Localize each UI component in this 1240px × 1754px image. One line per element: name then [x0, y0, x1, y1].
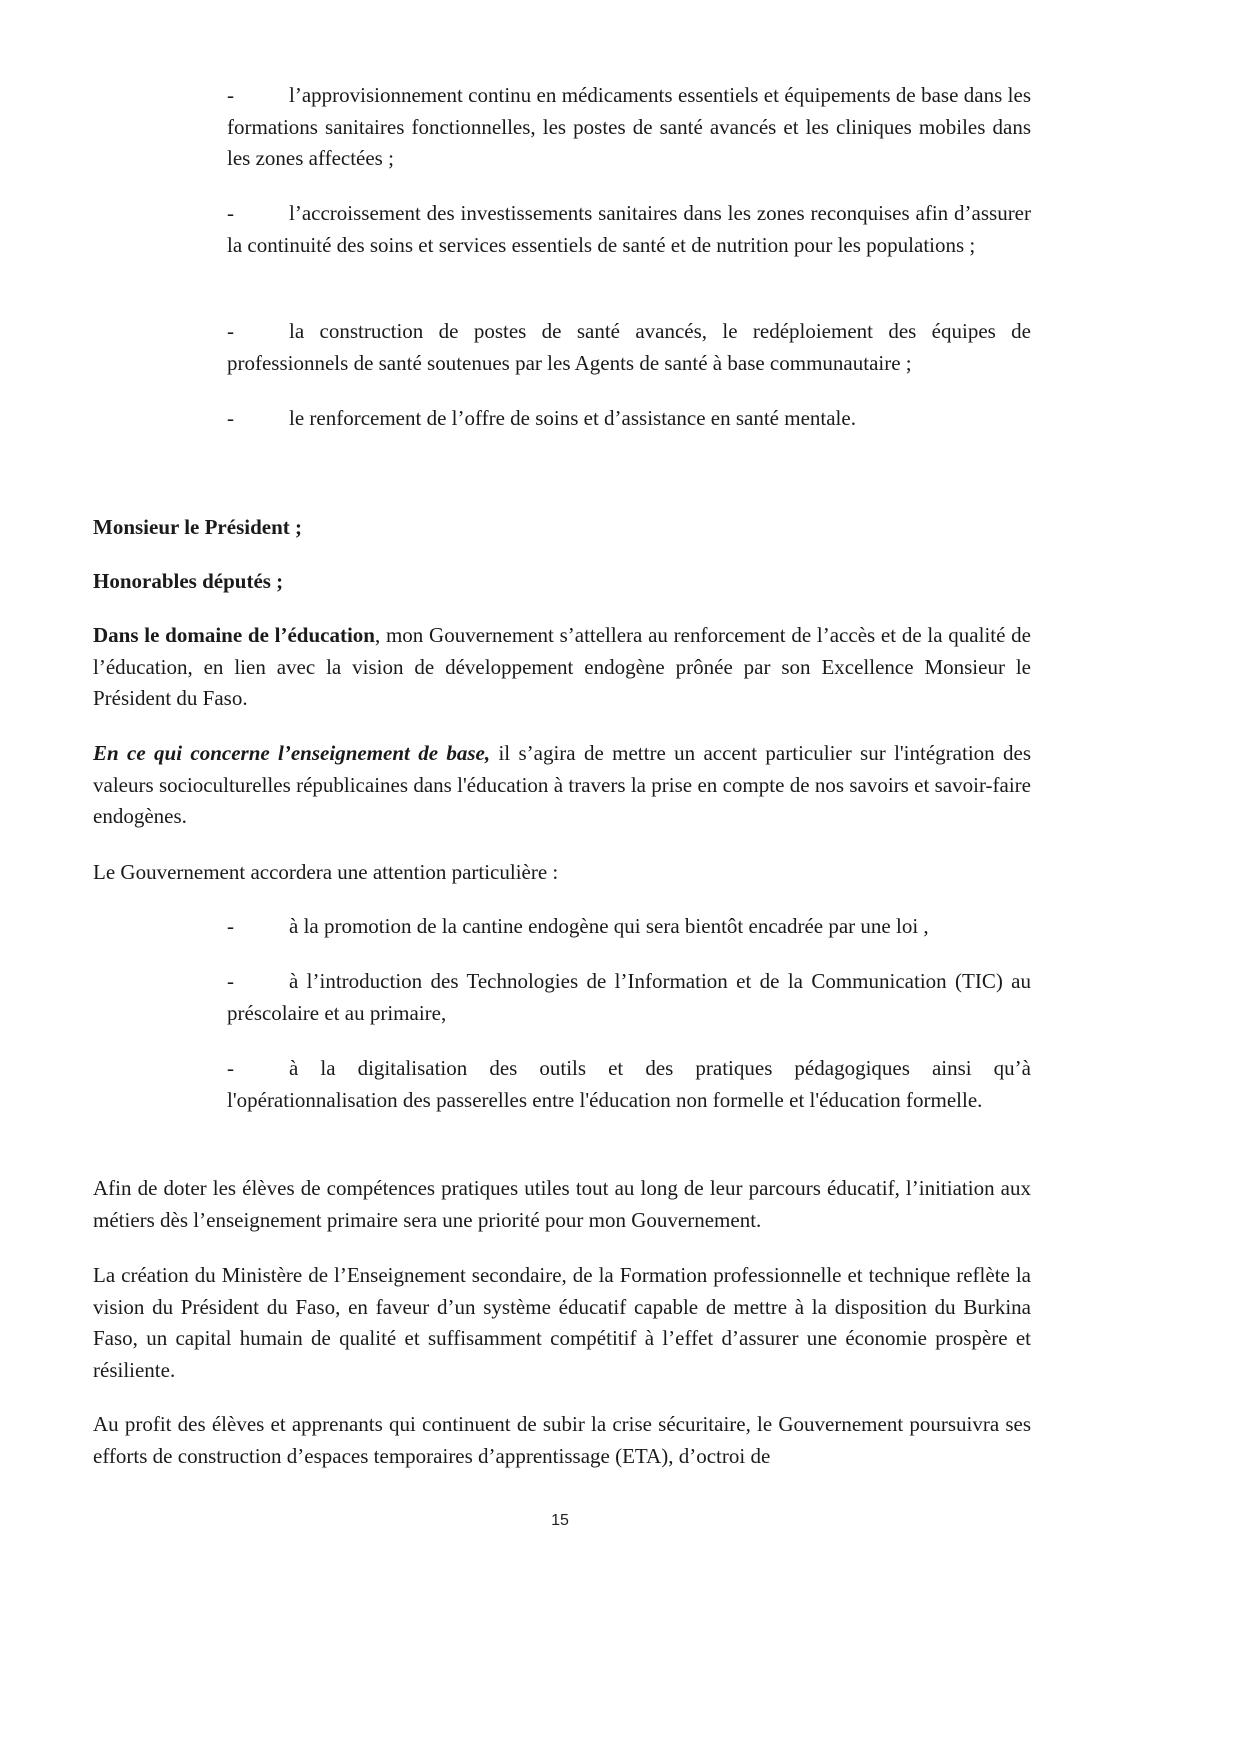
- base-education-lead: En ce qui concerne l’enseignement de base,: [93, 741, 491, 765]
- list-item-text: le renforcement de l’offre de soins et d’assistance en santé mentale.: [289, 406, 856, 430]
- base-education-paragraph: [93, 738, 1031, 833]
- list-item-text: l’approvisionnement continu en médicaments essentiels et équipements de base dans les formations sanitaires fonctionnelles, les postes de santé avancés et les cliniques mobiles dans les zones affectées ;: [227, 83, 1031, 170]
- page-number: 15: [551, 1512, 569, 1529]
- list-item: [227, 316, 1031, 379]
- list-item-text: à l’introduction des Technologies de l’Information et de la Communication (TIC) au préscolaire et au primaire,: [227, 969, 1031, 1025]
- list-dash: -: [227, 83, 234, 107]
- list-dash: -: [227, 201, 234, 225]
- education-text: , mon Gouvernement s’attellera au renforcement de l’accès et de la qualité de l’éducation, en lien avec la vision de développement endogène prônée par son Excellence Monsieur le Président du Faso.: [93, 623, 1031, 710]
- base-education-text: il s’agira de mettre un accent particulier sur l'intégration des valeurs socioculturelles républicaines dans l'éducation à travers la prise en compte de nos savoirs et savoir-faire endogènes.: [93, 741, 1031, 828]
- education-lead: Dans le domaine de l’éducation: [93, 623, 375, 647]
- list-dash: -: [227, 1056, 234, 1080]
- list-dash: -: [227, 319, 234, 343]
- list-dash: -: [227, 914, 234, 938]
- list-item-text: la construction de postes de santé avancés, le redéploiement des équipes de professionnels de santé soutenues par les Agents de santé à base communautaire ;: [227, 319, 1031, 375]
- list-item-text: l’accroissement des investissements sanitaires dans les zones reconquises afin d’assurer la continuité des soins et services essentiels de santé et de nutrition pour les populations ;: [227, 201, 1031, 257]
- list-item: [227, 198, 1031, 261]
- salutation-president: Monsieur le Président ;: [93, 515, 302, 539]
- list-item: [227, 80, 1031, 175]
- attention-intro: Le Gouvernement accordera une attention particulière :: [93, 860, 559, 884]
- list-item-text: à la promotion de la cantine endogène qui sera bientôt encadrée par une loi ,: [289, 914, 929, 938]
- list-item: [227, 966, 1031, 1029]
- list-dash: -: [227, 969, 234, 993]
- paragraph: La création du Ministère de l’Enseignement secondaire, de la Formation professionnelle et technique reflète la vision du Président du Faso, en faveur d’un système éducatif capable de mettre à la disposition du Burkina Faso, un capital humain de qualité et suffisamment compétitif à l’effet d’assurer une économie prospère et résiliente.: [93, 1263, 1031, 1382]
- education-paragraph: [93, 620, 1031, 715]
- salutation-deputes: Honorables députés ;: [93, 569, 284, 593]
- list-dash: -: [227, 406, 234, 430]
- paragraph: Afin de doter les élèves de compétences pratiques utiles tout au long de leur parcours éducatif, l’initiation aux métiers dès l’enseignement primaire sera une priorité pour mon Gouvernement.: [93, 1176, 1031, 1232]
- paragraph: Au profit des élèves et apprenants qui continuent de subir la crise sécuritaire, le Gouvernement poursuivra ses efforts de construction d’espaces temporaires d’apprentissage (ETA), d’octroi de: [93, 1412, 1031, 1468]
- list-item: [227, 911, 1031, 943]
- list-item: [227, 1053, 1031, 1116]
- list-item-text: à la digitalisation des outils et des pratiques pédagogiques ainsi qu’à l'opérationnalisation des passerelles entre l'éducation non formelle et l'éducation formelle.: [227, 1056, 1031, 1112]
- list-item: [227, 403, 1031, 435]
